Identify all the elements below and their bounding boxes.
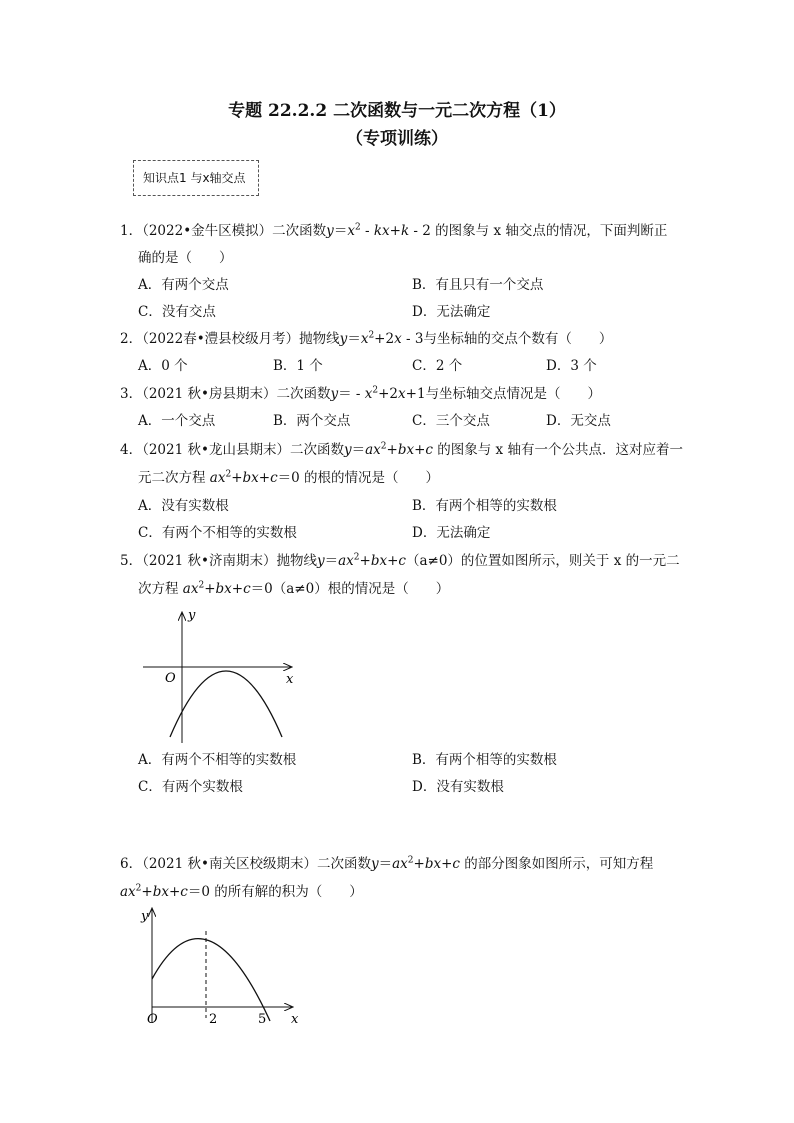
- question-5-option-c[interactable]: C．有两个实数根: [138, 779, 243, 795]
- question-2-option-d[interactable]: D．3 个: [546, 358, 597, 374]
- question-5-formula: y: [316, 553, 325, 569]
- question-6-source: （2021 秋•南关区校级期末）二次函数: [142, 856, 371, 872]
- question-5-origin-label: O: [165, 671, 176, 686]
- question-3-option-a[interactable]: A．一个交点: [138, 413, 216, 429]
- question-6-line-1: 6．（2021 秋•南关区校级期末）二次函数$y=ax^2+bx+c$ 的部分图象如图所示，可知方程: [120, 855, 654, 872]
- question-5-graph: [138, 605, 308, 745]
- question-6-formula: y: [370, 856, 379, 872]
- question-6-tail: 的部分图象如图所示，可知方程: [464, 856, 654, 872]
- question-1-line-2: 确的是（ ）: [138, 250, 233, 266]
- question-4-tail: 的图象与 x 轴有一个公共点．这对应着一: [437, 442, 683, 458]
- question-4-line-2-tail: 的根的情况是（ ）: [304, 470, 440, 486]
- question-6-line-2: $ax^2+bx+c=0$ 的所有解的积为（ ）: [120, 883, 363, 900]
- question-5-option-a[interactable]: A．有两个不相等的实数根: [138, 752, 297, 768]
- question-5-line-2: 次方程 $ax^2+bx+c=0(a\ne 0)$根的情况是（ ）: [138, 580, 450, 597]
- question-5-number: 5．: [120, 553, 143, 569]
- question-4-equation: ax: [209, 470, 226, 486]
- question-4-option-d[interactable]: D．无法确定: [412, 525, 491, 541]
- question-2-option-a[interactable]: A．0 个: [138, 358, 188, 374]
- knowledge-point-box: 知识点1 与x轴交点: [133, 160, 259, 196]
- question-1-tail: 的图象与 x 轴交点的情况，下面判断正: [435, 223, 668, 239]
- question-5-equation: ax: [182, 581, 199, 597]
- question-3-tail: 与坐标轴交点情况是（ ）: [425, 386, 602, 402]
- question-4-option-a[interactable]: A．没有实数根: [138, 498, 229, 514]
- question-4-option-c[interactable]: C．有两个不相等的实数根: [138, 525, 297, 541]
- question-1-source: （2022•金牛区模拟）二次函数: [142, 223, 327, 239]
- question-2-tail: 与坐标轴的交点个数有（ ）: [423, 331, 613, 347]
- question-5-parabola: [170, 671, 282, 737]
- question-6-y-label: y: [141, 909, 149, 924]
- question-5-source: （2021 秋•济南期末）抛物线: [142, 553, 317, 569]
- question-6-tick-label-2: 2: [209, 1012, 218, 1027]
- question-2-line-1: 2．（2022春•澧县校级月考）抛物线$y=x^2+2x - 3$与坐标轴的交点个数有（ ）: [120, 330, 613, 347]
- question-4-formula: y: [343, 442, 352, 458]
- question-4-number: 4．: [120, 442, 143, 458]
- question-3-option-d[interactable]: D．无交点: [546, 413, 611, 429]
- question-3-line-1: 3．（2021 秋•房县期末）二次函数$y= - x^2+2x+1$与坐标轴交点情况是（ ）: [120, 385, 602, 402]
- question-2-option-c[interactable]: C．2 个: [412, 358, 463, 374]
- question-6-equation: ax: [120, 884, 136, 900]
- question-3-number: 3．: [120, 386, 143, 402]
- question-5-y-label: y: [188, 608, 196, 623]
- question-1-line-1: 1．（2022•金牛区模拟）二次函数$y=x^2 - kx+k - 2$ 的图象与 x 轴交点的情况，下面判断正: [120, 222, 668, 239]
- question-2-formula: y: [339, 331, 348, 347]
- question-5-line-1: 5．（2021 秋•济南期末）抛物线$y=ax^2+bx+c(a\ne 0)$的位置如图所示，则关于 x 的一元二: [120, 552, 680, 569]
- question-5-option-d[interactable]: D．没有实数根: [412, 779, 504, 795]
- question-6-parabola: [152, 939, 270, 1021]
- question-1-option-c[interactable]: C．没有交点: [138, 304, 216, 320]
- question-1-formula: y: [326, 223, 334, 239]
- doc-subtitle: （专项训练）: [346, 129, 448, 149]
- question-6-x-label: x: [291, 1012, 299, 1027]
- question-1-number: 1．: [120, 223, 143, 239]
- question-3-source: （2021 秋•房县期末）二次函数: [142, 386, 331, 402]
- question-3-formula: y: [330, 386, 339, 402]
- question-5-line-2-pre: 次方程: [138, 581, 179, 597]
- question-1-option-a[interactable]: A．有两个交点: [138, 277, 229, 293]
- question-2-option-b[interactable]: B．1 个: [273, 358, 323, 374]
- question-3-option-c[interactable]: C．三个交点: [412, 413, 490, 429]
- question-5-x-label: x: [286, 672, 294, 687]
- doc-title: 专题 22.2.2 二次函数与一元二次方程（1）: [228, 101, 566, 121]
- question-6-graph: [140, 903, 310, 1028]
- question-5-line-2-tail: （a≠0）根的情况是（ ）: [272, 581, 450, 597]
- question-4-line-2: 元二次方程 $ax^2+bx+c=0$ 的根的情况是（ ）: [138, 469, 440, 486]
- question-3-option-b[interactable]: B．两个交点: [273, 413, 351, 429]
- question-2-number: 2．: [120, 331, 143, 347]
- question-1-option-b[interactable]: B．有且只有一个交点: [412, 277, 544, 293]
- question-5-tail: （a≠0）的位置如图所示，则关于 x 的一元二: [405, 553, 680, 569]
- question-6-origin-label: O: [147, 1012, 158, 1027]
- question-4-line-2-pre: 元二次方程: [138, 470, 206, 486]
- question-4-line-1: 4．（2021 秋•龙山县期末）二次函数$y=ax^2+bx+c$ 的图象与 x 轴有一个公共点．这对应着一: [120, 441, 683, 458]
- question-6-tick-label-5: 5: [258, 1012, 267, 1027]
- question-1-option-d[interactable]: D．无法确定: [412, 304, 491, 320]
- question-6-number: 6．: [120, 856, 143, 872]
- question-6-line-2-tail: 的所有解的积为（ ）: [214, 884, 363, 900]
- question-4-source: （2021 秋•龙山县期末）二次函数: [142, 442, 344, 458]
- question-5-option-b[interactable]: B．有两个相等的实数根: [412, 752, 557, 768]
- question-4-option-b[interactable]: B．有两个相等的实数根: [412, 498, 557, 514]
- question-2-source: （2022春•澧县校级月考）抛物线: [142, 331, 340, 347]
